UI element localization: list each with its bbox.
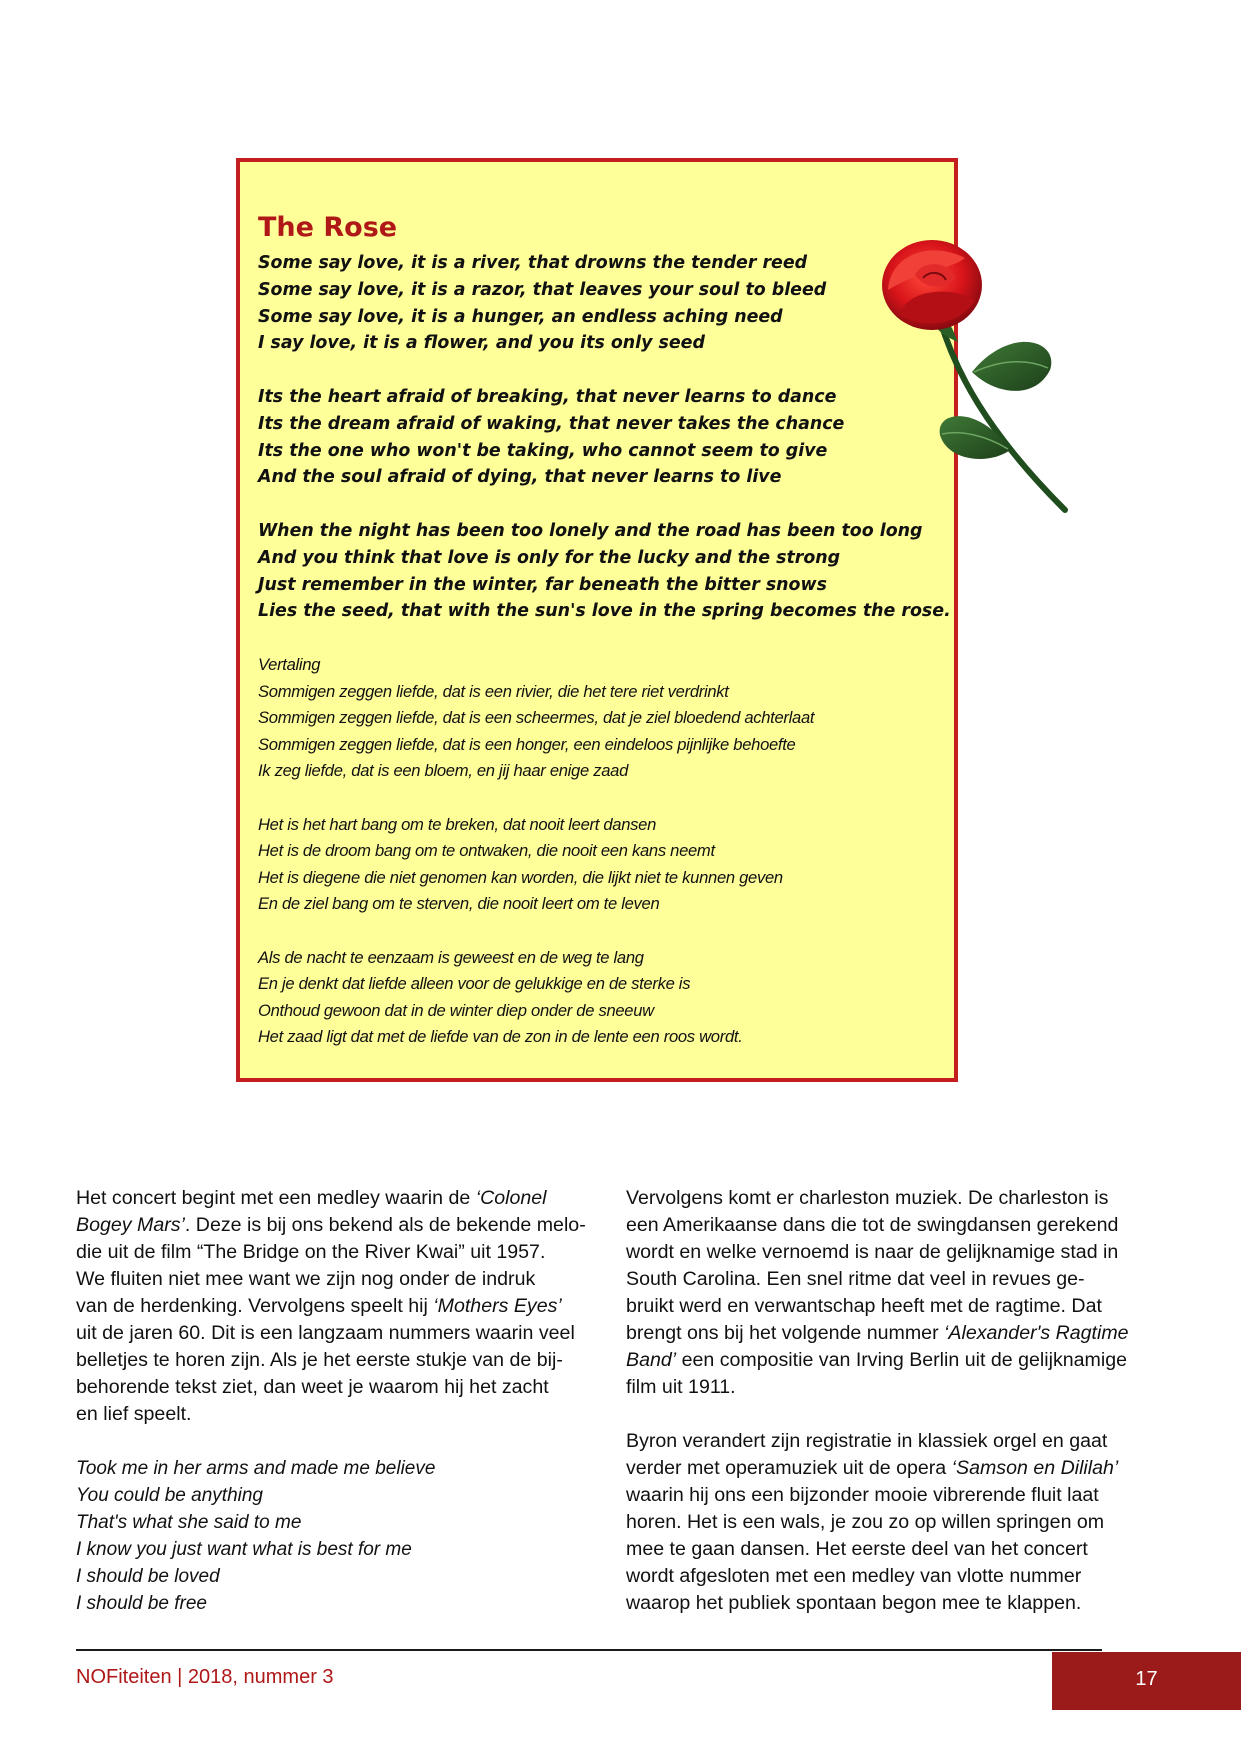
article-paragraph (76, 1185, 606, 1428)
text-line: mee te gaan dansen. Het eerste deel van het concert (626, 1538, 1088, 1560)
poem-line: Het is het hart bang om te breken, dat nooit leert dansen (258, 814, 657, 834)
footer-publication: NOFiteiten | 2018, nummer 3 (76, 1666, 334, 1688)
poem-line: Sommigen zeggen liefde, dat is een scheermes, dat je ziel bloedend achterlaat (258, 708, 815, 728)
poem-line: Some say love, it is a hunger, an endless aching need (258, 306, 783, 327)
english-stanza-1 (258, 250, 948, 357)
poem-line: Its the dream afraid of waking, that never takes the chance (258, 413, 845, 434)
poem-line: I say love, it is a flower, and you its only seed (258, 333, 705, 354)
poem-line: En de ziel bang om te sterven, die nooit leert om te leven (258, 894, 660, 914)
text-line: uit de jaren 60. Dit is een langzaam nummers waarin veel (76, 1322, 575, 1344)
poem-line: Sommigen zeggen liefde, dat is een honger, een eindeloos pijnlijke behoefte (258, 734, 796, 754)
poem-line: Its the one who won't be taking, who cannot seem to give (258, 440, 828, 461)
text-line: Het concert begint met een medley waarin de ‘Colonel (76, 1187, 547, 1209)
lyric-line: That's what she said to me (76, 1512, 302, 1533)
article-column-right (626, 1185, 1156, 1617)
text-line: horen. Het is een wals, je zou zo op willen springen om (626, 1511, 1105, 1533)
text-line: verder met operamuziek uit de opera ‘Samson en Dililah’ (626, 1457, 1119, 1479)
poem-line: Some say love, it is a river, that drowns the tender reed (258, 253, 808, 273)
text-line: bruikt werd en verwantschap heeft met de ragtime. Dat (626, 1295, 1102, 1317)
text-line: belletjes te horen zijn. Als je het eerste stukje van de bij- (76, 1349, 563, 1371)
poem-line: Onthoud gewoon dat in de winter diep onder de sneeuw (258, 1000, 654, 1020)
poem-box (236, 158, 958, 1082)
english-stanza-2 (258, 384, 948, 491)
poem-line: Sommigen zeggen liefde, dat is een rivier, die het tere riet verdrinkt (258, 681, 729, 701)
text-line: waarop het publiek spontaan begon mee te klappen. (626, 1592, 1082, 1614)
text-line: behorende tekst ziet, dan weet je waarom hij het zacht (76, 1376, 549, 1398)
lyric-line: You could be anything (76, 1485, 263, 1506)
poem-line: Lies the seed, that with the sun's love in the spring becomes the rose. (258, 601, 951, 622)
lyric-line: Took me in her arms and made me believe (76, 1458, 436, 1479)
text-line: wordt afgesloten met een medley van vlotte nummer (626, 1565, 1082, 1587)
poem-line: Als de nacht te eenzaam is geweest en de weg te lang (258, 947, 644, 967)
lyric-line: I should be loved (76, 1566, 220, 1587)
poem-line: And you think that love is only for the lucky and the strong (258, 547, 841, 568)
poem-line: Some say love, it is a razor, that leaves your soul to bleed (258, 279, 827, 300)
text-line: Byron verandert zijn registratie in klassiek orgel en gaat (626, 1430, 1108, 1452)
poem-line: And the soul afraid of dying, that never learns to live (258, 467, 782, 488)
text-line: Band’ een compositie van Irving Berlin uit de gelijknamige (626, 1349, 1128, 1371)
poem-title: The Rose (258, 212, 398, 243)
english-lyrics (258, 250, 951, 652)
text-line: die uit de film “The Bridge on the River Kwai” uit 1957. (76, 1241, 546, 1263)
translation-heading: Vertaling (258, 655, 321, 674)
text-line: film uit 1911. (626, 1376, 736, 1398)
poem-line: Its the heart afraid of breaking, that never learns to dance (258, 386, 837, 407)
text-line: Vervolgens komt er charleston muziek. De charleston is (626, 1187, 1109, 1209)
text-line: We fluiten niet mee want we zijn nog onder de indruk (76, 1268, 536, 1290)
page-number: 17 (1135, 1668, 1158, 1690)
footer-divider (76, 1649, 1102, 1651)
dutch-translation (258, 652, 948, 1078)
poem-line: Het is de droom bang om te ontwaken, die nooit een kans neemt (258, 841, 715, 861)
rose-illustration (860, 230, 1080, 520)
lyric-line: I should be free (76, 1593, 207, 1614)
poem-line: Het is diegene die niet genomen kan worden, die lijkt niet te kunnen geven (258, 867, 783, 887)
text-line: South Carolina. Een snel ritme dat veel in revues ge- (626, 1268, 1085, 1290)
lyric-line: I know you just want what is best for me (76, 1539, 412, 1560)
text-line: wordt en welke vernoemd is naar de gelijknamige stad in (626, 1241, 1119, 1263)
dutch-stanza-1 (258, 679, 948, 785)
poem-line: Ik zeg liefde, dat is een bloem, en jij haar enige zaad (258, 761, 629, 781)
text-line: en lief speelt. (76, 1403, 192, 1425)
poem-line: Just remember in the winter, far beneath the bitter snows (258, 574, 827, 595)
dutch-stanza-2 (258, 812, 948, 918)
song-lyrics (76, 1455, 606, 1617)
poem-line: When the night has been too lonely and the road has been too long (258, 520, 923, 541)
text-line: brengt ons bij het volgende nummer ‘Alexander's Ragtime (626, 1322, 1129, 1344)
poem-line: En je denkt dat liefde alleen voor de gelukkige en de sterke is (258, 974, 691, 994)
article-paragraph (626, 1185, 1156, 1401)
article-column-left (76, 1185, 606, 1617)
text-line: van de herdenking. Vervolgens speelt hij ‘Mothers Eyes’ (76, 1295, 562, 1317)
article-paragraph (626, 1428, 1156, 1617)
dutch-stanza-3 (258, 945, 948, 1051)
text-line: een Amerikaanse dans die tot de swingdansen gerekend (626, 1214, 1119, 1236)
page-number-box (1052, 1652, 1241, 1710)
poem-line: Het zaad ligt dat met de liefde van de zon in de lente een roos wordt. (258, 1027, 743, 1047)
text-line: waarin hij ons een bijzonder mooie vibrerende fluit laat (626, 1484, 1099, 1506)
english-stanza-3 (258, 518, 951, 625)
text-line: Bogey Mars’. Deze is bij ons bekend als de bekende melo- (76, 1214, 586, 1236)
